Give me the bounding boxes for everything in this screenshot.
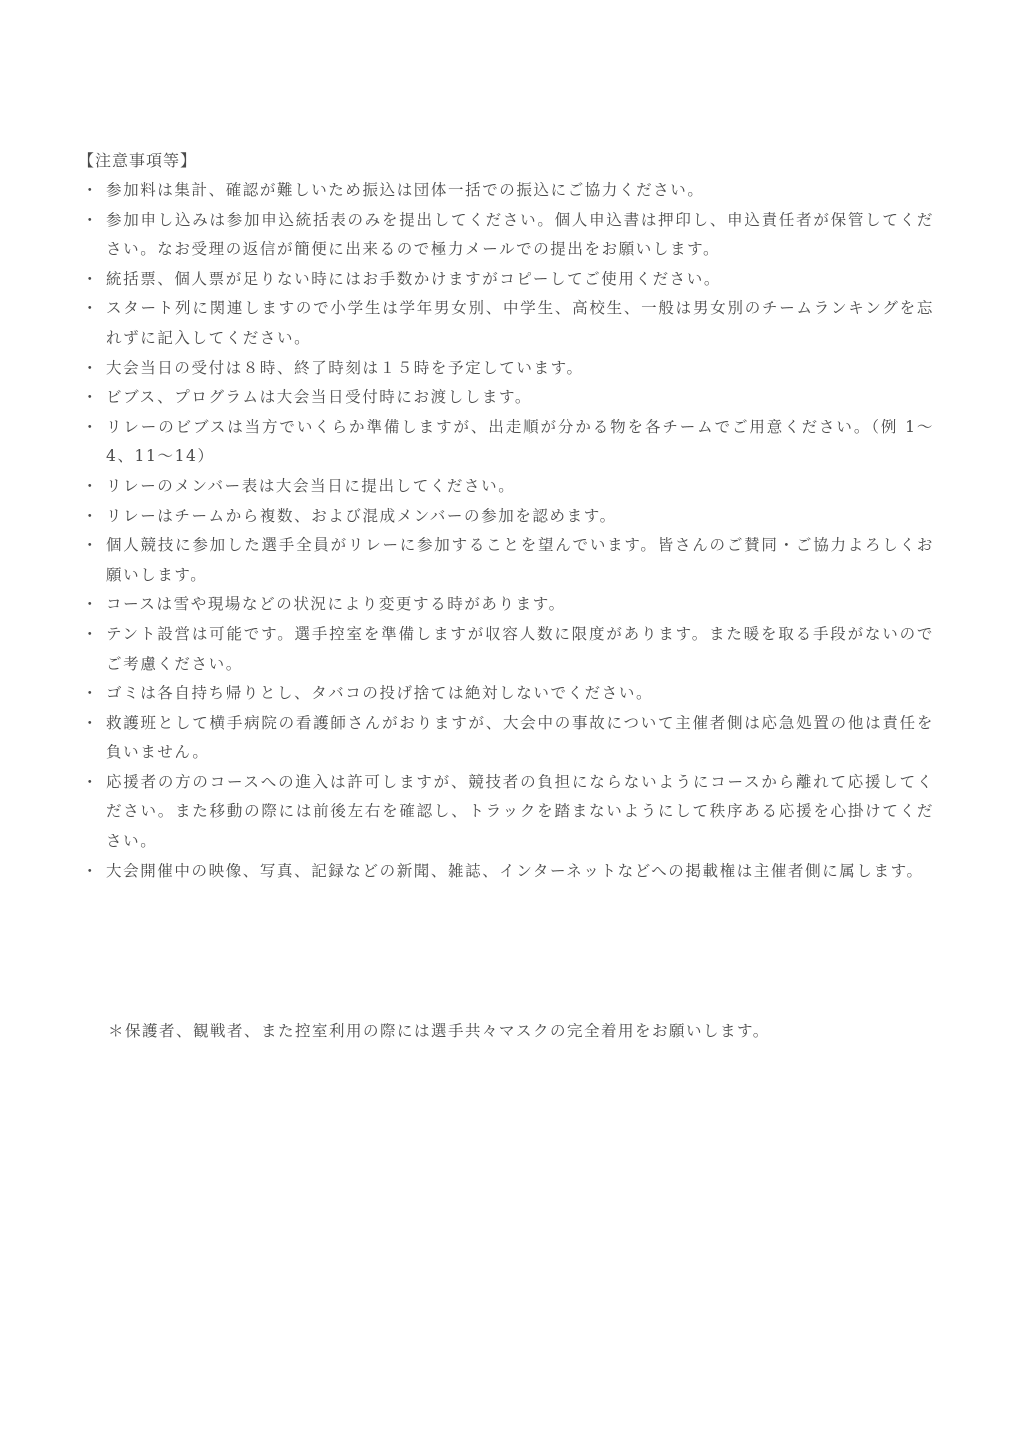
note-text: 参加料は集計、確認が難しいため振込は団体一括での振込にご協力ください。 [106, 181, 705, 199]
bullet-marker: ・ [82, 861, 100, 880]
section-heading: 【注意事項等】 [78, 151, 198, 170]
bullet-marker: ・ [82, 624, 100, 643]
note-text: 大会当日の受付は８時、終了時刻は１５時を予定しています。 [106, 358, 584, 377]
bullet-marker: ・ [82, 358, 100, 377]
note-text: スタート列に関連しますので小学生は学年男女別、中学生、高校生、一般は男女別のチームランキングを忘れずに記入してください。 [106, 299, 934, 347]
bullet-marker: ・ [82, 181, 100, 199]
note-text: 大会開催中の映像、写真、記録などの新聞、雑誌、インターネットなどへの掲載権は主催者側に属します。 [106, 861, 924, 880]
bullet-marker: ・ [82, 299, 100, 318]
bullet-marker: ・ [82, 210, 100, 229]
list-item [78, 620, 934, 679]
list-item [78, 354, 934, 384]
list-item [78, 679, 934, 709]
list-item [78, 709, 934, 768]
bullet-marker: ・ [82, 476, 100, 495]
note-text: テント設営は可能です。選手控室を準備しますが収容人数に限度があります。また暖を取る手段がないのでご考慮ください。 [106, 624, 934, 673]
note-text: 個人競技に参加した選手全員がリレーに参加することを望んでいます。皆さんのご賛同・ご協力よろしくお願いします。 [106, 536, 934, 584]
list-item [78, 413, 934, 472]
bullet-marker: ・ [82, 506, 100, 525]
note-text: リレーのビブスは当方でいくらか準備しますが、出走順が分かる物を各チームでご用意ください。（例 1～4、11～14） [106, 417, 934, 466]
list-item [78, 768, 934, 857]
bullet-marker: ・ [82, 536, 100, 555]
list-item [78, 176, 934, 206]
list-item [78, 502, 934, 532]
note-text: 応援者の方のコースへの進入は許可しますが、競技者の負担にならないようにコースから離れて応援してください。また移動の際には前後左右を確認し、トラックを踏まないようにして秩序ある応援を心掛けてください。 [106, 772, 934, 851]
bullet-marker: ・ [82, 713, 100, 732]
bullet-marker: ・ [82, 684, 100, 703]
bullet-marker: ・ [82, 595, 100, 614]
note-text: 参加申し込みは参加申込統括表のみを提出してください。個人申込書は押印し、申込責任者が保管してください。なお受理の返信が簡便に出来るので極力メールでの提出をお願いします。 [106, 210, 934, 259]
bullet-marker: ・ [82, 269, 100, 288]
note-text: 救護班として横手病院の看護師さんがおりますが、大会中の事故について主催者側は応急処置の他は責任を負いません。 [106, 713, 934, 762]
list-item [78, 265, 934, 295]
note-text: 統括票、個人票が足りない時にはお手数かけますがコピーしてご使用ください。 [106, 269, 721, 288]
list-item [78, 383, 934, 413]
list-item [78, 294, 934, 353]
note-text: ビブス、プログラムは大会当日受付時にお渡しします。 [106, 388, 532, 407]
list-item [78, 206, 934, 265]
mask-notice: ＊保護者、観戦者、また控室利用の際には選手共々マスクの完全着用をお願いします。 [108, 1022, 770, 1040]
list-item [78, 590, 934, 620]
bullet-marker: ・ [82, 388, 100, 407]
bullet-marker: ・ [82, 772, 100, 791]
note-text: コースは雪や現場などの状況により変更する時があります。 [106, 595, 566, 614]
list-item [78, 531, 934, 590]
note-text: リレーのメンバー表は大会当日に提出してください。 [106, 476, 516, 495]
list-item [78, 472, 934, 502]
list-item [78, 857, 934, 887]
note-text: ゴミは各自持ち帰りとし、タバコの投げ捨ては絶対しないでください。 [106, 684, 654, 703]
document-body [78, 146, 934, 886]
notes-list [78, 176, 934, 886]
bullet-marker: ・ [82, 417, 100, 436]
note-text: リレーはチームから複数、および混成メンバーの参加を認めます。 [106, 506, 617, 525]
